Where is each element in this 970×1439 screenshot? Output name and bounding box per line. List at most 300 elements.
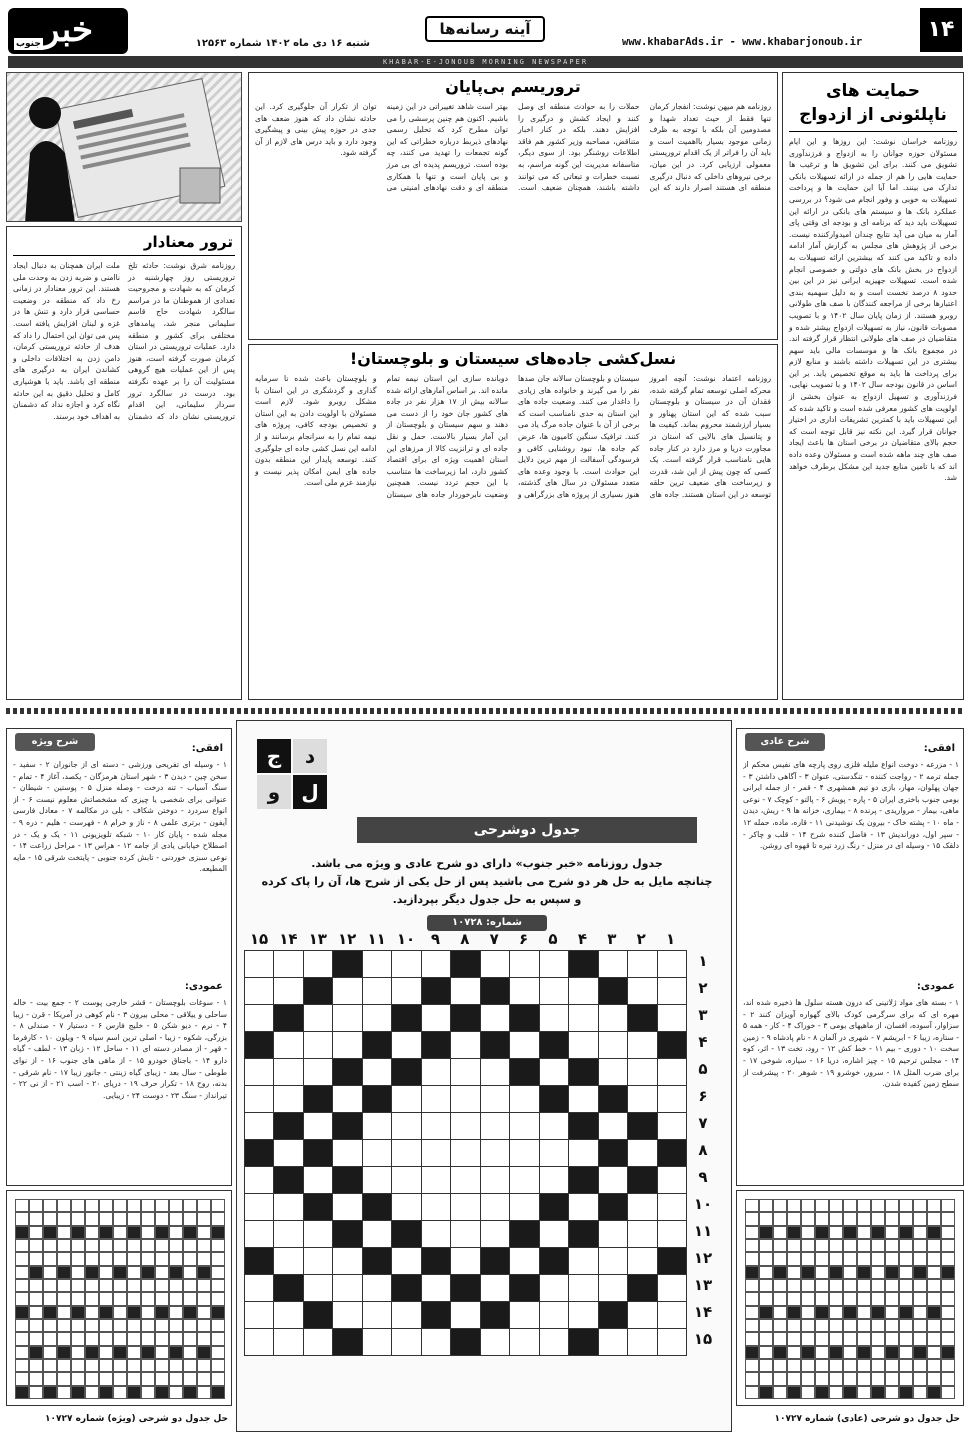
crossword-cell[interactable]	[480, 1085, 510, 1113]
crossword-block-cell	[568, 1166, 598, 1194]
crossword-cell[interactable]	[598, 1112, 628, 1140]
answer-cell	[43, 1319, 57, 1332]
crossword-cell[interactable]	[539, 1220, 569, 1248]
answer-cell	[211, 1372, 225, 1385]
crossword-cell[interactable]	[391, 1139, 421, 1167]
answer-cell	[43, 1252, 57, 1265]
crossword-block-cell	[598, 1139, 628, 1167]
crossword-cell[interactable]	[450, 1058, 480, 1086]
answer-cell	[899, 1359, 913, 1372]
answer-cell	[29, 1266, 43, 1279]
crossword-block-cell	[303, 977, 333, 1005]
column-number: ۷	[489, 930, 499, 948]
answer-cell	[927, 1372, 941, 1385]
answer-cell	[913, 1199, 927, 1212]
answer-cell	[927, 1199, 941, 1212]
regular-clues-panel	[736, 728, 964, 1186]
answer-cell	[155, 1346, 169, 1359]
answer-cell	[857, 1266, 871, 1279]
special-across-clues: ۱ - وسیله ای تفریحی ورزشی - دسته ای از جانوران ۲ - سفید - سخن چین - دیدن ۳ - شهر استان هرمزگان - یکصد، آغاز ۴ - تمام - سنگ آسیاب - تنه درخت - وصله منزل ۵ - پوستین - شیطان - عنوانی برای شخصی یا چیزی که مشخصاتش معلوم نیست ۶ - از انواع سردرد - دوختن شکاف - بلی در مکالمه ۷ - معادل فارسی آیفون - برتری علمی ۸ - ناز و خرام ۸ - فهرست - هلیم - دره ۹ - مجله شده - پایان کار ۱۰ - شبکه تلویزیونی ۱۱ - یک و یک - در اصطلاح خیابانی یادی از جامه ۱۲ - هراس ۱۳ - مراحل زراعت ۱۴ - نوعی سبزی خوردنی - تابش کرده جنوبی - پایتخت شرقی ۱۵ - مایه المطیعه.	[13, 760, 227, 874]
answer-cell	[169, 1372, 183, 1385]
crossword-cell[interactable]	[509, 1301, 539, 1329]
answer-cell	[787, 1346, 801, 1359]
answer-cell	[155, 1226, 169, 1239]
crossword-cell[interactable]	[568, 1031, 598, 1059]
crossword-cell[interactable]	[273, 1139, 303, 1167]
crossword-cell[interactable]	[598, 1274, 628, 1302]
crossword-cell[interactable]	[509, 1085, 539, 1113]
crossword-cell[interactable]	[539, 1328, 569, 1356]
answer-cell	[127, 1252, 141, 1265]
row-number: ۱۳	[693, 1276, 713, 1294]
crossword-cell[interactable]	[421, 950, 451, 978]
crossword-cell[interactable]	[598, 1166, 628, 1194]
crossword-cell[interactable]	[627, 1247, 657, 1275]
row-number: ۷	[698, 1114, 708, 1132]
answer-cell	[885, 1372, 899, 1385]
crossword-cell[interactable]	[421, 1139, 451, 1167]
answer-cell	[759, 1346, 773, 1359]
column-number: ۵	[548, 930, 558, 948]
crossword-cell[interactable]	[450, 1085, 480, 1113]
crossword-cell[interactable]	[450, 1301, 480, 1329]
answer-cell	[197, 1306, 211, 1319]
crossword-cell[interactable]	[273, 1193, 303, 1221]
row-number: ۶	[698, 1087, 708, 1105]
crossword-cell[interactable]	[509, 977, 539, 1005]
crossword-cell[interactable]	[391, 950, 421, 978]
crossword-block-cell	[391, 1220, 421, 1248]
crossword-cell[interactable]	[568, 1085, 598, 1113]
crossword-cell[interactable]	[568, 1301, 598, 1329]
crossword-cell[interactable]	[421, 1058, 451, 1086]
crossword-cell[interactable]	[303, 1031, 333, 1059]
crossword-cell[interactable]	[391, 1112, 421, 1140]
crossword-cell[interactable]	[244, 1328, 274, 1356]
crossword-cell[interactable]	[332, 1301, 362, 1329]
answer-cell	[801, 1266, 815, 1279]
answer-cell	[29, 1359, 43, 1372]
crossword-cell[interactable]	[657, 1193, 687, 1221]
answer-cell	[871, 1319, 885, 1332]
crossword-cell[interactable]	[627, 1193, 657, 1221]
crossword-block-cell	[273, 1004, 303, 1032]
crossword-cell[interactable]	[539, 1301, 569, 1329]
answer-cell	[15, 1359, 29, 1372]
crossword-cell[interactable]	[539, 950, 569, 978]
crossword-cell[interactable]	[273, 1031, 303, 1059]
answer-cell	[141, 1292, 155, 1305]
logo-letter: ل	[293, 775, 327, 809]
answer-cell	[829, 1372, 843, 1385]
crossword-cell[interactable]	[303, 1220, 333, 1248]
crossword-cell[interactable]	[273, 1085, 303, 1113]
answer-cell	[155, 1372, 169, 1385]
answer-cell	[927, 1332, 941, 1345]
crossword-cell[interactable]	[391, 1166, 421, 1194]
crossword-cell[interactable]	[391, 1247, 421, 1275]
crossword-cell[interactable]	[244, 1004, 274, 1032]
crossword-cell[interactable]	[598, 950, 628, 978]
crossword-cell[interactable]	[598, 1328, 628, 1356]
answer-cell	[169, 1386, 183, 1399]
answer-cell	[85, 1372, 99, 1385]
crossword-cell[interactable]	[391, 1328, 421, 1356]
crossword-cell[interactable]	[539, 1139, 569, 1167]
crossword-cell[interactable]	[539, 1274, 569, 1302]
crossword-cell[interactable]	[362, 950, 392, 978]
across-label: افقی:	[191, 743, 223, 754]
crossword-block-cell	[450, 1274, 480, 1302]
crossword-block-cell	[391, 1058, 421, 1086]
crossword-block-cell	[480, 1301, 510, 1329]
answer-cell	[169, 1292, 183, 1305]
crossword-cell[interactable]	[450, 1166, 480, 1194]
crossword-cell[interactable]	[332, 1004, 362, 1032]
crossword-cell[interactable]	[568, 1247, 598, 1275]
answer-cell	[857, 1346, 871, 1359]
crossword-cell[interactable]	[303, 1274, 333, 1302]
answer-cell	[829, 1226, 843, 1239]
answer-cell	[113, 1346, 127, 1359]
crossword-cell[interactable]	[244, 1193, 274, 1221]
answer-cell	[15, 1346, 29, 1359]
answer-cell	[843, 1319, 857, 1332]
crossword-cell[interactable]	[450, 1112, 480, 1140]
crossword-cell[interactable]	[421, 1004, 451, 1032]
crossword-cell[interactable]	[568, 1193, 598, 1221]
answer-cell	[29, 1346, 43, 1359]
crossword-cell[interactable]	[303, 1247, 333, 1275]
crossword-block-cell	[627, 1166, 657, 1194]
crossword-cell[interactable]	[598, 1031, 628, 1059]
answer-cell	[99, 1346, 113, 1359]
answer-cell	[43, 1359, 57, 1372]
crossword-cell[interactable]	[303, 950, 333, 978]
answer-cell	[759, 1239, 773, 1252]
article-body: روزنامه خراسان نوشت: این روزها و این ایام مسئولان حوزه جوانان را به ازدواج و فرزندآوری تشویق می کنند. برای این تشویق ها و ترغیب ها حمایت هایی را هم از جمله در ارائه تسهیلات بانکی تدارک می بینند. اما آیا این حمایت ها و پرداخت تسهیلات به خوبی و وفور انجام می شود؟ در بررسی عملکرد بانک ها و سیستم های بانکی در ارائه این تسهیلات باید دید که برنامه ای و بودجه ای وقتی پای آمار به میان می آید نتایج چندان امیدوارکننده نیست. برخی از پژوهش های مجلس به گزارش آمار ادامه داده و تاکید می کنند که بیشترین ارائه تسهیلات به ازدواج در بخش بانک های دولتی و خصوصی انجام شده است. تسهیلات جهیزیه ایرانی نیز در این بین حدود ۸ درصد نخست است و به دلیل سهمیه بندی اعتبارها برخی از مراجعه کنندگان با صف های طولانی روبرو هستند. از زمان پایان سال ۱۴۰۲ و با تصویب مصوبات قانون، نیاز به تسهیلات ازدواج بیشتر شده و متقاضیان در صف های طولانی انتظار قرار گرفته اند. در مجموع بانک ها و موسسات مالی باید سهم بیشتری در این تسهیلات داشته باشند و منابع لازم برای پرداخت ها باید به موقع تخصیص یابد. بر این اساس در قانون بودجه سال ۱۴۰۲ و با تصویب نهایی، فرزندآوری و تسهیل ازدواج به عنوان بخشی از اولویت های کشور معرفی شده است و تاکید شده که این تسهیلات باید با کمترین تشریفات اداری در اختیار جوانان قرار گیرد. این نکته نیز قابل توجه است که حجم بالای متقاضیان در برخی استان ها باعث ایجاد صف های چند ماهه شده است و مسئولان وعده داده اند که با تامین منابع جدید این مشکل برطرف خواهد شد.	[789, 137, 958, 483]
crossword-cell[interactable]	[332, 1247, 362, 1275]
crossword-cell[interactable]	[598, 1220, 628, 1248]
answer-cell	[155, 1266, 169, 1279]
crossword-cell[interactable]	[391, 1085, 421, 1113]
crossword-cell[interactable]	[509, 1193, 539, 1221]
answer-cell	[759, 1319, 773, 1332]
crossword-cell[interactable]	[332, 1193, 362, 1221]
crossword-cell[interactable]	[303, 1058, 333, 1086]
crossword-cell[interactable]	[450, 1247, 480, 1275]
crossword-cell[interactable]	[657, 1274, 687, 1302]
answer-cell	[169, 1239, 183, 1252]
answer-cell	[857, 1319, 871, 1332]
answer-cell	[155, 1306, 169, 1319]
answer-cell	[801, 1372, 815, 1385]
crossword-cell[interactable]	[657, 1328, 687, 1356]
crossword-cell[interactable]	[362, 1112, 392, 1140]
crossword-cell[interactable]	[627, 977, 657, 1005]
answer-cell	[113, 1266, 127, 1279]
crossword-cell[interactable]	[627, 1085, 657, 1113]
crossword-cell[interactable]	[450, 1031, 480, 1059]
crossword-cell[interactable]	[421, 1274, 451, 1302]
crossword-block-cell	[332, 1328, 362, 1356]
crossword-cell[interactable]	[244, 1301, 274, 1329]
article-meaningful-terror	[6, 226, 242, 700]
answer-cell	[857, 1252, 871, 1265]
answer-cell	[71, 1199, 85, 1212]
answer-cell	[15, 1332, 29, 1345]
crossword-cell[interactable]	[421, 1112, 451, 1140]
column-number: ۹	[430, 930, 440, 948]
answer-cell	[183, 1199, 197, 1212]
crossword-cell[interactable]	[273, 977, 303, 1005]
crossword-block-cell	[568, 950, 598, 978]
answer-cell	[843, 1266, 857, 1279]
answer-cell	[843, 1306, 857, 1319]
logo-letter: ج	[257, 739, 291, 773]
crossword-cell[interactable]	[362, 1220, 392, 1248]
answer-cell	[71, 1306, 85, 1319]
crossword-cell[interactable]	[509, 1166, 539, 1194]
crossword-cell[interactable]	[244, 1085, 274, 1113]
answer-cell	[885, 1226, 899, 1239]
article-endless-terrorism	[248, 72, 778, 340]
crossword-cell[interactable]	[362, 977, 392, 1005]
answer-cell	[745, 1306, 759, 1319]
answer-cell	[899, 1332, 913, 1345]
answer-cell	[113, 1239, 127, 1252]
crossword-cell[interactable]	[421, 1220, 451, 1248]
crossword-cell[interactable]	[362, 1301, 392, 1329]
answer-cell	[787, 1226, 801, 1239]
crossword-cell[interactable]	[244, 1112, 274, 1140]
crossword-cell[interactable]	[509, 950, 539, 978]
crossword-cell[interactable]	[657, 1004, 687, 1032]
answer-cell	[829, 1292, 843, 1305]
crossword-cell[interactable]	[244, 1274, 274, 1302]
crossword-cell[interactable]	[332, 977, 362, 1005]
crossword-cell[interactable]	[657, 1085, 687, 1113]
crossword-cell[interactable]	[303, 1004, 333, 1032]
answer-cell	[85, 1359, 99, 1372]
crossword-cell[interactable]	[627, 1328, 657, 1356]
crossword-cell[interactable]	[657, 977, 687, 1005]
answer-cell	[759, 1212, 773, 1225]
crossword-cell[interactable]	[244, 1058, 274, 1086]
crossword-block-cell	[391, 1274, 421, 1302]
crossword-cell[interactable]	[421, 1166, 451, 1194]
answer-cell	[801, 1332, 815, 1345]
answer-cell	[773, 1266, 787, 1279]
crossword-cell[interactable]	[480, 1004, 510, 1032]
answer-cell	[829, 1279, 843, 1292]
answer-cell	[197, 1199, 211, 1212]
crossword-cell[interactable]	[598, 1058, 628, 1086]
answer-cell	[899, 1239, 913, 1252]
crossword-cell[interactable]	[480, 1166, 510, 1194]
crossword-cell[interactable]	[273, 1247, 303, 1275]
answer-cell	[787, 1199, 801, 1212]
answer-cell	[169, 1279, 183, 1292]
crossword-cell[interactable]	[657, 1112, 687, 1140]
crossword-cell[interactable]	[332, 1274, 362, 1302]
answer-cell	[927, 1319, 941, 1332]
answer-cell	[913, 1292, 927, 1305]
crossword-cell[interactable]	[303, 1166, 333, 1194]
crossword-cell[interactable]	[509, 1139, 539, 1167]
crossword-cell[interactable]	[480, 1220, 510, 1248]
instruction-line: و سپس به حل جدول دیگر بپردازید.	[392, 893, 582, 906]
crossword-cell[interactable]	[362, 1166, 392, 1194]
answer-cell	[759, 1386, 773, 1399]
page-number: ۱۴	[920, 8, 962, 52]
crossword-cell[interactable]	[539, 977, 569, 1005]
answer-cell	[787, 1239, 801, 1252]
answer-cell	[871, 1199, 885, 1212]
crossword-cell[interactable]	[450, 977, 480, 1005]
answer-cell	[127, 1226, 141, 1239]
answer-cell	[829, 1319, 843, 1332]
crossword-cell[interactable]	[657, 1166, 687, 1194]
answer-cell	[169, 1266, 183, 1279]
crossword-cell[interactable]	[450, 1220, 480, 1248]
crossword-cell[interactable]	[627, 1301, 657, 1329]
crossword-cell[interactable]	[480, 1193, 510, 1221]
crossword-cell[interactable]	[391, 1301, 421, 1329]
answer-cell	[113, 1279, 127, 1292]
crossword-cell[interactable]	[391, 977, 421, 1005]
row-number: ۱۱	[693, 1222, 713, 1240]
crossword-cell[interactable]	[391, 1193, 421, 1221]
crossword-cell[interactable]	[480, 950, 510, 978]
answer-cell	[29, 1372, 43, 1385]
answer-cell	[871, 1279, 885, 1292]
answer-cell	[913, 1226, 927, 1239]
crossword-cell[interactable]	[657, 1220, 687, 1248]
crossword-cell[interactable]	[568, 977, 598, 1005]
answer-cell	[885, 1199, 899, 1212]
crossword-cell[interactable]	[450, 1139, 480, 1167]
answer-cell	[871, 1266, 885, 1279]
answer-cell	[815, 1359, 829, 1372]
answer-cell	[815, 1252, 829, 1265]
crossword-cell[interactable]	[480, 1112, 510, 1140]
article-title: حمایت های ناپلئونی از ازدواج	[799, 81, 947, 125]
answer-cell	[43, 1292, 57, 1305]
crossword-block-cell	[362, 1085, 392, 1113]
crossword-cell[interactable]	[244, 950, 274, 978]
crossword-cell[interactable]	[450, 1193, 480, 1221]
crossword-cell[interactable]	[657, 950, 687, 978]
crossword-cell[interactable]	[568, 1139, 598, 1167]
crossword-cell[interactable]	[480, 1328, 510, 1356]
crossword-cell[interactable]	[273, 1328, 303, 1356]
answer-cell	[127, 1266, 141, 1279]
answer-cell	[127, 1279, 141, 1292]
crossword-cell[interactable]	[657, 1301, 687, 1329]
answer-cell	[941, 1319, 955, 1332]
answer-cell	[183, 1306, 197, 1319]
answer-cell	[913, 1212, 927, 1225]
answer-cell	[183, 1346, 197, 1359]
crossword-cell[interactable]	[332, 1139, 362, 1167]
answer-cell	[815, 1386, 829, 1399]
crossword-cell[interactable]	[539, 1058, 569, 1086]
crossword-cell[interactable]	[332, 1031, 362, 1059]
crossword-cell[interactable]	[509, 1328, 539, 1356]
answer-cell	[927, 1292, 941, 1305]
crossword-cell[interactable]	[480, 1139, 510, 1167]
crossword-cell[interactable]	[273, 950, 303, 978]
crossword-cell[interactable]	[362, 1328, 392, 1356]
crossword-cell[interactable]	[598, 1247, 628, 1275]
answer-cell	[99, 1252, 113, 1265]
crossword-cell[interactable]	[391, 1031, 421, 1059]
crossword-cell[interactable]	[509, 1247, 539, 1275]
crossword-cell[interactable]	[244, 977, 274, 1005]
crossword-cell[interactable]	[480, 1274, 510, 1302]
crossword-cell[interactable]	[539, 1166, 569, 1194]
crossword-cell[interactable]	[480, 1058, 510, 1086]
article-body: روزنامه هم میهن نوشت: انفجار کرمان تنها فقط از حیث تعداد شهدا و مصدومین آن بلکه با توجه به ظرف زمانی موجود بسیار بااهمیت است و باید آن را فراتر از یک اقدام تروریستی معمولی ارزیابی کرد. در این میان، برخی نیروهای داخلی که دنبال درگیری منطقه ای هستند اصرار دارند که این حملات را به حوادث منطقه ای وصل کنند و ایجاد کشش و درگیری را افزایش دهند. بلکه در کنار اخبار متناقض، مصاحبه وزیر کشور هم فاقد اطلاعات روشنگر بود. از سوی دیگر، متاسفانه مدیریت این گونه مراسم، به نسبت خطرات و تبعاتی که می توانند داشته باشند، همچنان ضعیف است. بهتر است شاهد تغییراتی در این زمینه باشیم. اکنون هم چنین پرسشی را می توان مطرح کرد که تحلیل رسمی نهادهای ذیربط درباره خطراتی که این گونه تجمعات را تهدید می کنند، چه بوده است. تروریسم پدیده ای بی مرز و بی پایان است و تنها با همکاری منطقه ای و دقت نهادهای امنیتی می توان از تکرار آن جلوگیری کرد. این حادثه نشان داد که هنوز ضعف های جدی در حوزه پیش بینی و پیشگیری وجود دارد و باید درس های لازم از آن گرفته شود.	[255, 102, 771, 193]
answer-cell	[99, 1386, 113, 1399]
crossword-cell[interactable]	[244, 1220, 274, 1248]
crossword-cell[interactable]	[627, 950, 657, 978]
crossword-cell[interactable]	[362, 1139, 392, 1167]
crossword-cell[interactable]	[273, 1301, 303, 1329]
special-down-clues: ۱ - سوغات بلوچستان - قشر خارجی پوست ۲ - جمع بیت - خاله ساحلی و ییلاقی - محلی بیرون ۳ - نام کوهی در آمریکا - قرن - زیبا ۴ - نرم - دیو شکن ۵ - خلیج فارس ۶ - دستیار ۷ - صندلی ۸ - بزرگی، شکوه - زیبا - اصلی ترین اسم سیاه ۹ - ویلون ۱۰ - کارفرما - قهر - از مصادر دسته ای ۱۱ - ساحل ۱۲ - زبان ۱۳ - لطف - گیاه دارو ۱۴ - باجناق خودرو ۱۵ - از ماهی های جنوب ۱۶ - از نوای طوطی - سال بعد - زیبای گیاه زینتی - جانور زیبا ۱۷ - نام شرقی - بدنه، روح ۱۸ - تکرار حرف ۱۹ - دریای ۲۰ - اسب ۲۱ - از نی ۲۲ - تیرانداز - سنگ ۲۳ - دوست ۲۴ - زیبایی.	[13, 998, 227, 1100]
answer-cell	[141, 1346, 155, 1359]
crossword-cell[interactable]	[539, 1112, 569, 1140]
crossword-cell[interactable]	[568, 1004, 598, 1032]
crossword-grid[interactable]	[244, 950, 686, 1355]
crossword-cell[interactable]	[362, 1004, 392, 1032]
crossword-cell[interactable]	[362, 1058, 392, 1086]
crossword-cell[interactable]	[244, 1166, 274, 1194]
answer-cell	[197, 1239, 211, 1252]
answer-cell	[15, 1199, 29, 1212]
crossword-cell[interactable]	[332, 1085, 362, 1113]
crossword-cell[interactable]	[421, 1085, 451, 1113]
crossword-cell[interactable]	[421, 1193, 451, 1221]
site-urls[interactable]: www.khabarAds.ir - www.khabarjonoub.ir	[622, 36, 863, 48]
crossword-block-cell	[509, 1058, 539, 1086]
crossword-cell[interactable]	[362, 1274, 392, 1302]
crossword-cell[interactable]	[627, 1139, 657, 1167]
answer-cell	[871, 1226, 885, 1239]
answer-cell	[899, 1266, 913, 1279]
crossword-cell[interactable]	[303, 1328, 333, 1356]
crossword-cell[interactable]	[598, 1004, 628, 1032]
crossword-cell[interactable]	[509, 1112, 539, 1140]
crossword-cell[interactable]	[568, 1274, 598, 1302]
crossword-block-cell	[303, 1139, 333, 1167]
crossword-cell[interactable]	[627, 1220, 657, 1248]
crossword-cell[interactable]	[509, 1031, 539, 1059]
answer-cell	[801, 1199, 815, 1212]
crossword-cell[interactable]	[273, 1058, 303, 1086]
crossword-cell[interactable]	[303, 1112, 333, 1140]
crossword-cell[interactable]	[539, 1004, 569, 1032]
crossword-cell[interactable]	[627, 1031, 657, 1059]
crossword-cell[interactable]	[627, 1058, 657, 1086]
answer-cell	[759, 1226, 773, 1239]
answer-cell	[801, 1239, 815, 1252]
crossword-cell[interactable]	[273, 1220, 303, 1248]
answer-cell	[759, 1199, 773, 1212]
crossword-cell[interactable]	[421, 1328, 451, 1356]
crossword-cell[interactable]	[657, 1058, 687, 1086]
